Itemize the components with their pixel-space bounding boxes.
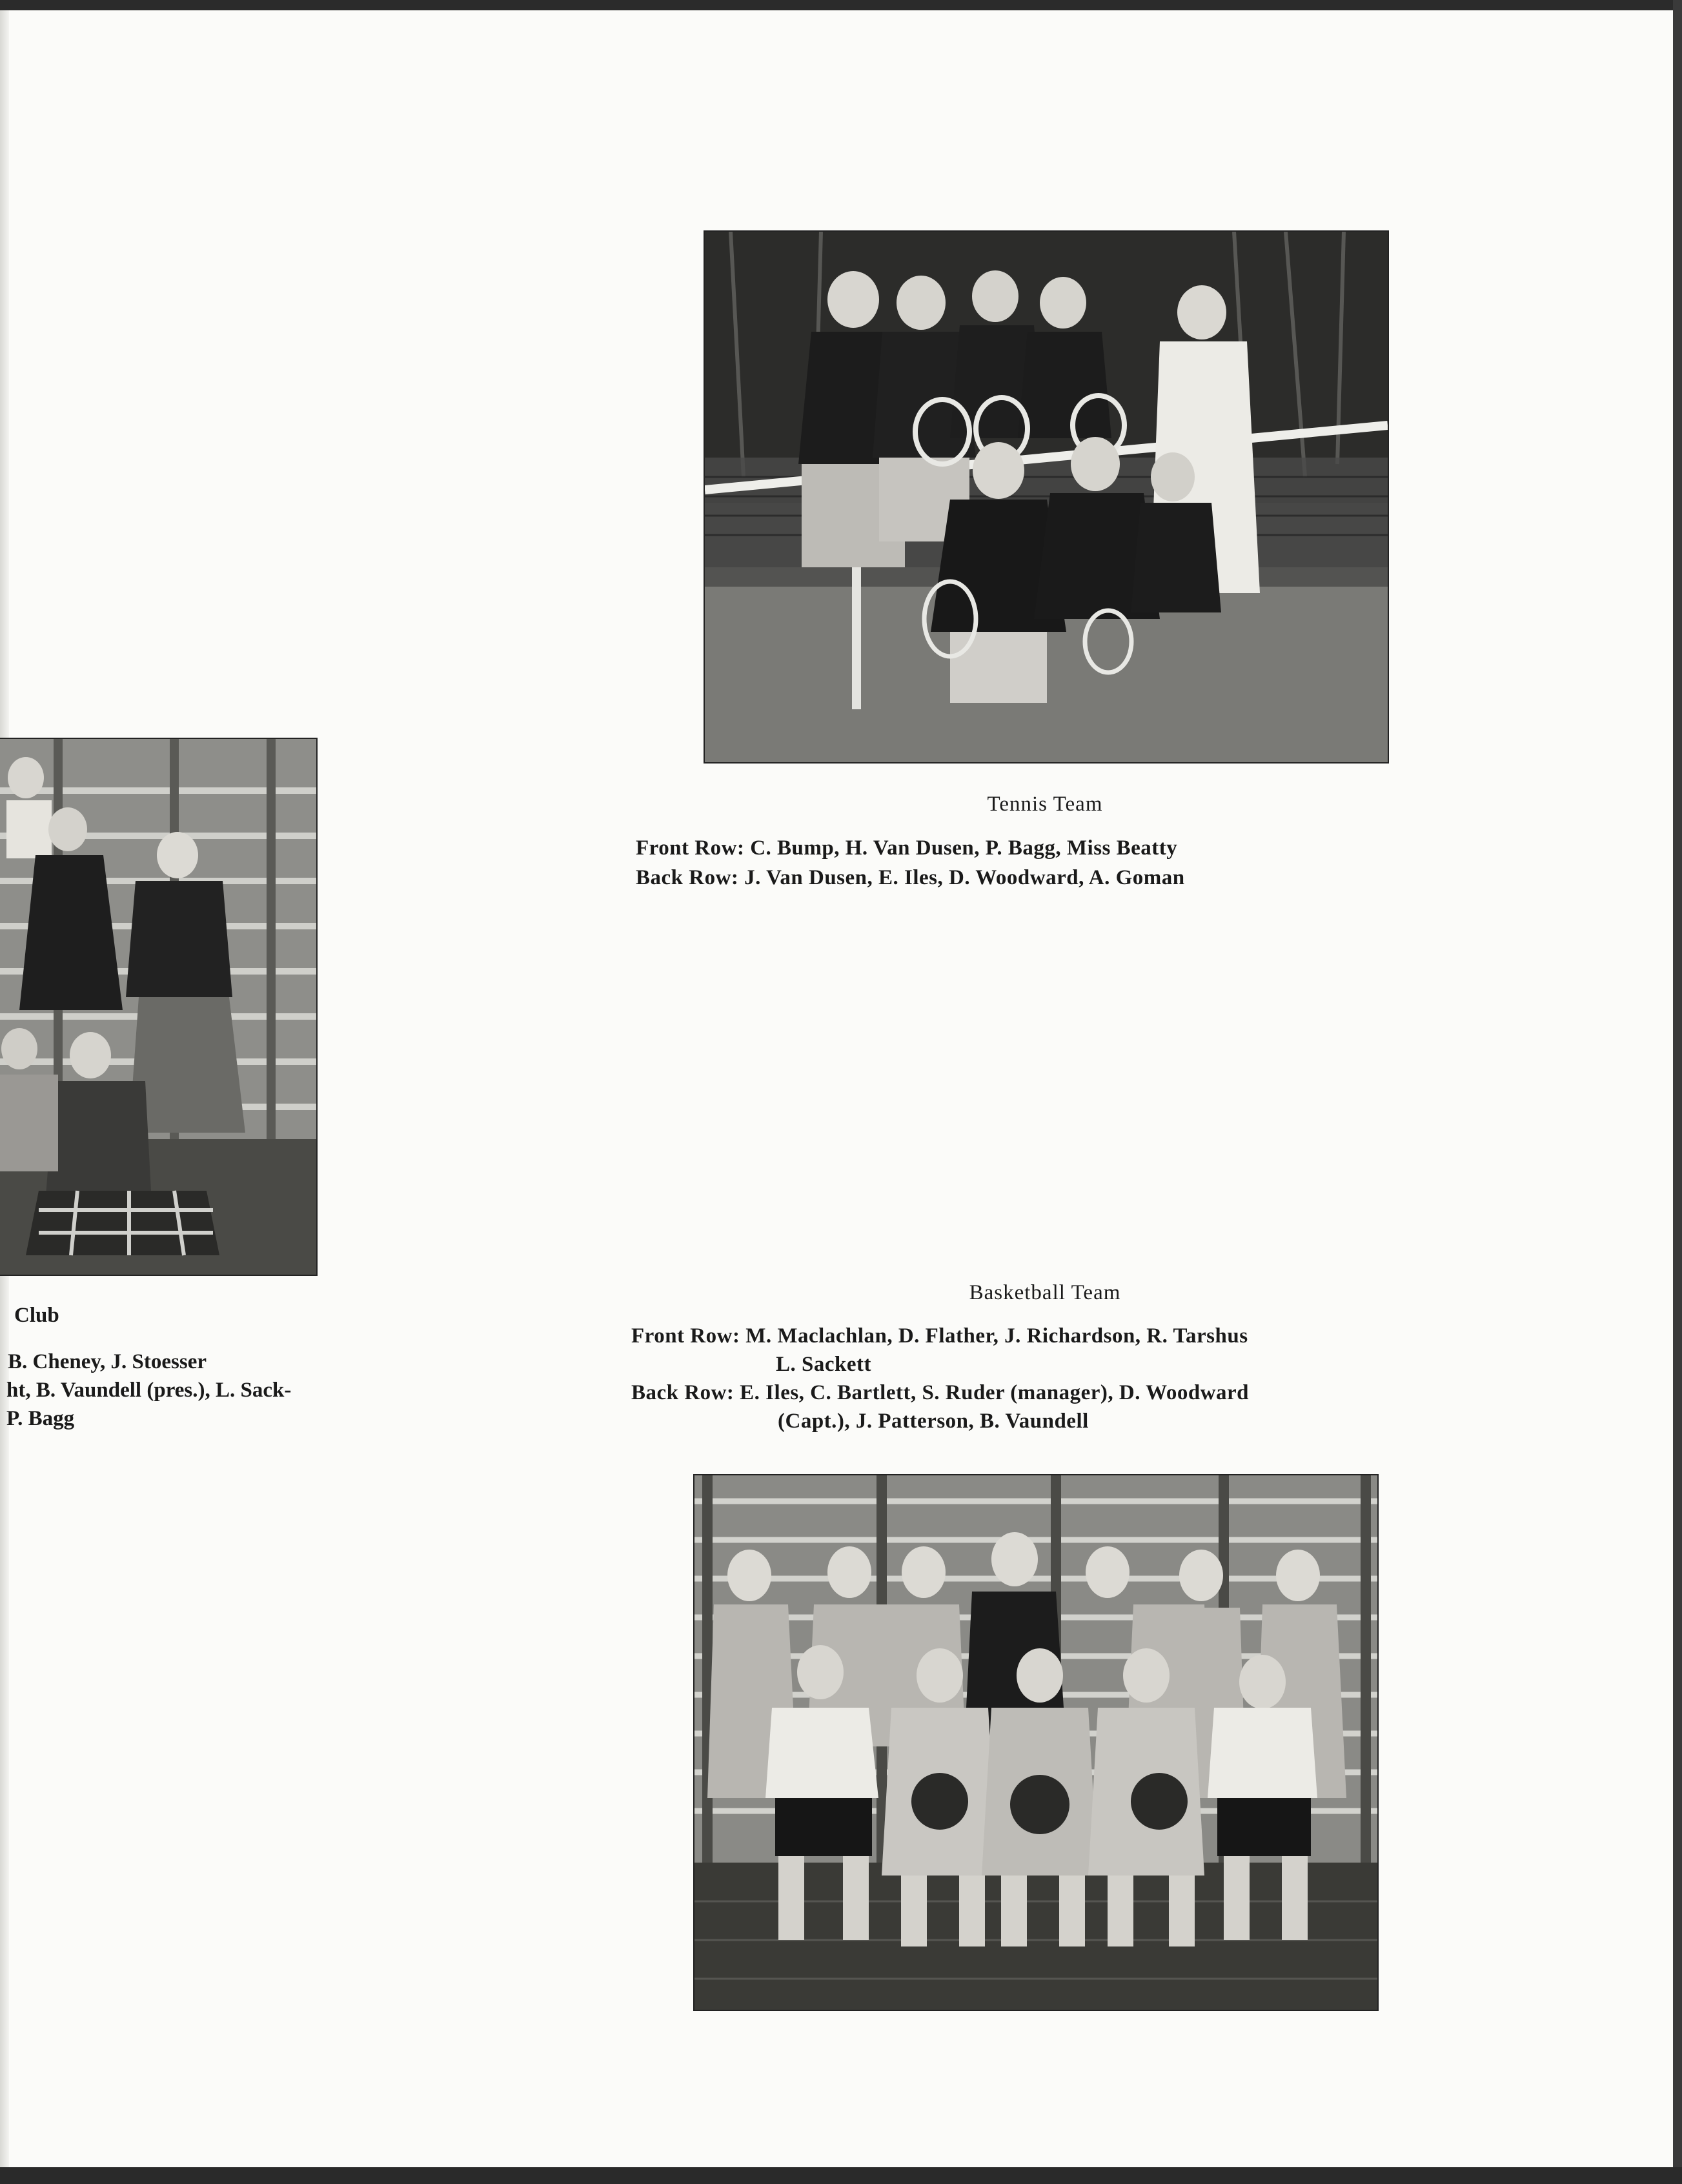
basketball-front-row-names-1: M. Maclachlan, D. Flather, J. Richardson, R. Tarshus (745, 1324, 1248, 1348)
club-caption-title: Club (14, 1304, 59, 1327)
tennis-front-row (636, 836, 1177, 860)
basketball-back-row-label: Back Row: (631, 1381, 735, 1404)
club-photo (0, 738, 318, 1276)
basketball-team-title: Basketball Team (969, 1281, 1121, 1304)
basketball-team-photo (693, 1474, 1379, 2011)
basketball-back-row-cont: (Capt.), J. Patterson, B. Vaundell (778, 1410, 1089, 1433)
club-caption-line-3: P. Bagg (6, 1407, 75, 1430)
scan-top-edge (0, 0, 1682, 10)
club-caption-line-1: B. Cheney, J. Stoesser (8, 1350, 207, 1373)
tennis-front-row-label: Front Row: (636, 836, 745, 860)
basketball-front-row-label: Front Row: (631, 1324, 740, 1348)
tennis-team-photo (704, 230, 1389, 763)
club-caption-line-2: ht, B. Vaundell (pres.), L. Sack- (6, 1379, 292, 1402)
basketball-front-row (631, 1324, 1248, 1348)
tennis-team-title: Tennis Team (987, 793, 1103, 816)
tennis-back-row-label: Back Row: (636, 866, 739, 889)
tennis-back-row-names: J. Van Dusen, E. Iles, D. Woodward, A. Goman (744, 866, 1185, 889)
basketball-front-row-cont: L. Sackett (776, 1353, 871, 1376)
basketball-back-row-names-1: E. Iles, C. Bartlett, S. Ruder (manager), D. Woodward (740, 1381, 1250, 1404)
scan-bottom-edge (0, 2167, 1682, 2184)
tennis-back-row (636, 866, 1185, 890)
basketball-back-row (631, 1381, 1249, 1405)
tennis-front-row-names: C. Bump, H. Van Dusen, P. Bagg, Miss Beatty (750, 836, 1178, 860)
scan-right-edge (1673, 0, 1682, 2184)
